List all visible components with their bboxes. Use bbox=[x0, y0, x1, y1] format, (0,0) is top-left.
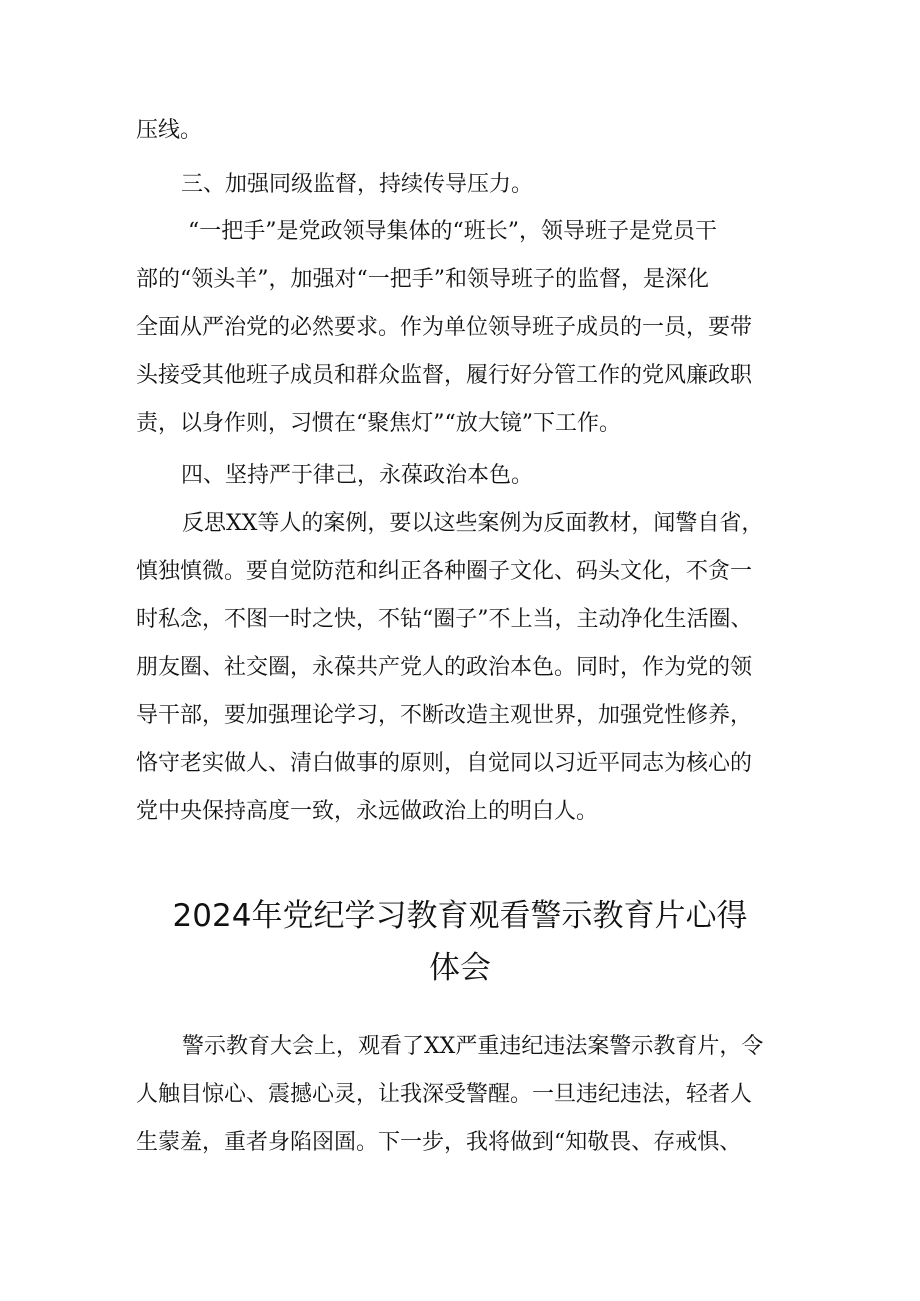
paragraph-line: 人触目惊心、震撼心灵，让我深受警醒。一旦违纪违法，轻者人 bbox=[136, 1082, 753, 1107]
section-heading-3: 三、加强同级监督，持续传导压力。 bbox=[181, 172, 534, 197]
paragraph-line: 慎独慎微。要自觉防范和纠正各种圈子文化、码头文化，不贪一 bbox=[136, 559, 753, 584]
paragraph-line: 全面从严治党的必然要求。作为单位领导班子成员的一员，要带 bbox=[136, 315, 753, 340]
paragraph-line: 朋友圈、社交圈，永葆共产党人的政治本色。同时，作为党的领 bbox=[136, 655, 753, 680]
article-title-line-1: 2024年党纪学习教育观看警示教育片心得 bbox=[172, 898, 748, 934]
paragraph-line: 时私念，不图一时之快，不钻“圈子”不上当，主动净化生活圈、 bbox=[136, 607, 753, 632]
paragraph-line: 反思XX等人的案例，要以这些案例为反面教材，闻警自省， bbox=[182, 511, 764, 536]
paragraph-line: 恪守老实做人、清白做事的原则，自觉同以习近平同志为核心的 bbox=[136, 751, 753, 776]
paragraph-line: 压线。 bbox=[136, 118, 203, 143]
paragraph-line: 党中央保持高度一致，永远做政治上的明白人。 bbox=[136, 799, 599, 824]
paragraph-line: 警示教育大会上，观看了XX严重违纪违法案警示教育片，令 bbox=[182, 1034, 764, 1059]
article-title-line-2: 体会 bbox=[429, 950, 491, 986]
paragraph-line: 部的“领头羊”，加强对“一把手”和领导班子的监督，是深化 bbox=[136, 267, 709, 292]
paragraph-line: 生蒙羞，重者身陷囹圄。下一步，我将做到“知敬畏、存戒惧、 bbox=[136, 1130, 742, 1155]
section-heading-4: 四、坚持严于律己，永葆政治本色。 bbox=[181, 463, 534, 488]
paragraph-line: 导干部，要加强理论学习，不断改造主观世界，加强党性修养， bbox=[136, 703, 753, 728]
paragraph-line: 头接受其他班子成员和群众监督，履行好分管工作的党风廉政职 bbox=[136, 363, 753, 388]
paragraph-line: “一把手”是党政领导集体的“班长”，领导班子是党员干 bbox=[188, 219, 717, 244]
paragraph-line: 责，以身作则，习惯在“聚焦灯”“放大镜”下工作。 bbox=[136, 411, 621, 436]
